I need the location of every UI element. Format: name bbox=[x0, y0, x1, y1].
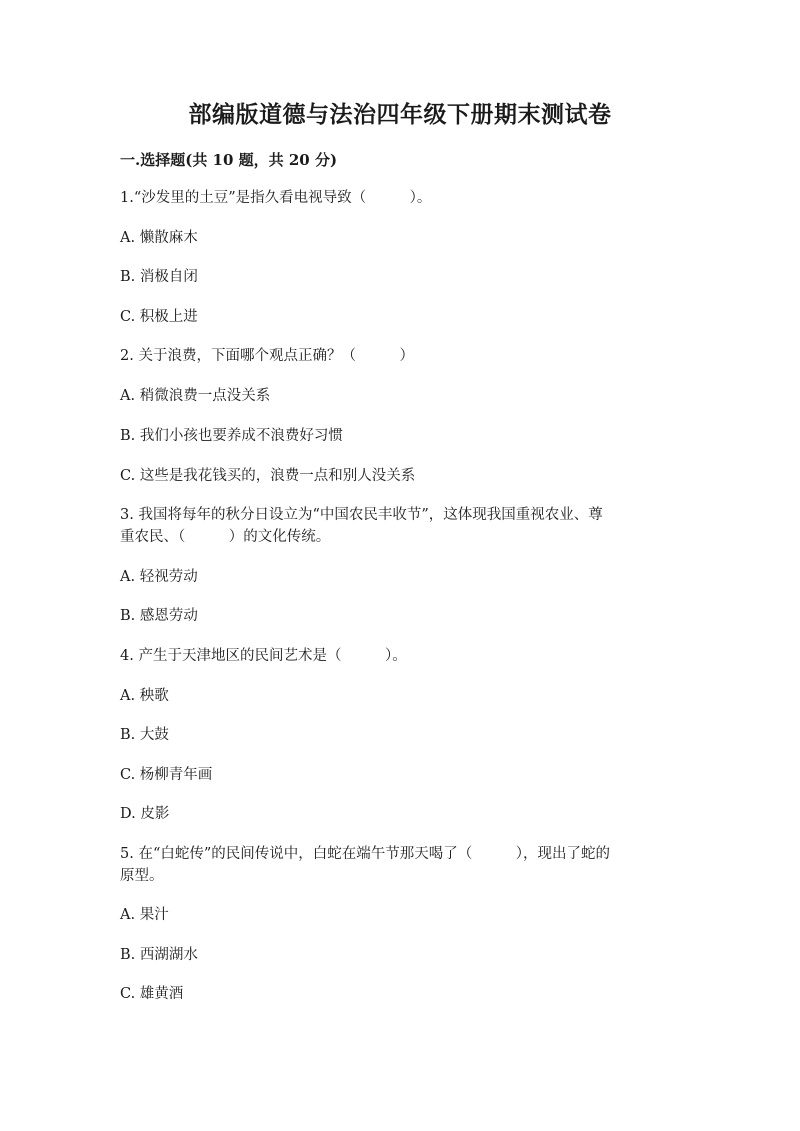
question-3-option-a: A. 轻视劳动 bbox=[120, 569, 198, 585]
question-5-option-c: C. 雄黄酒 bbox=[120, 986, 184, 1002]
question-5-stem-line-1: 5. 在“白蛇传”的民间传说中，白蛇在端午节那天喝了（ ），现出了蛇的 bbox=[120, 846, 611, 862]
question-4-stem: 4. 产生于天津地区的民间艺术是（ ）。 bbox=[120, 648, 407, 664]
question-3-option-b: B. 感恩劳动 bbox=[120, 608, 198, 624]
question-5-option-a: A. 果汁 bbox=[120, 907, 169, 923]
question-2-option-b: B. 我们小孩也要养成不浪费好习惯 bbox=[120, 428, 343, 444]
page-title: 部编版道德与法治四年级下册期末测试卷 bbox=[188, 101, 612, 128]
question-2-option-a: A. 稍微浪费一点没关系 bbox=[120, 388, 271, 404]
question-1-option-c: C. 积极上进 bbox=[120, 309, 198, 325]
question-4-option-a: A. 秧歌 bbox=[120, 688, 169, 704]
question-1-stem: 1.“沙发里的土豆”是指久看电视导致（ ）。 bbox=[120, 190, 432, 206]
question-3-stem-line-1: 3. 我国将每年的秋分日设立为“中国农民丰收节”，这体现我国重视农业、尊 bbox=[120, 507, 603, 523]
question-5-stem-line-2: 原型。 bbox=[120, 868, 164, 884]
question-4-option-c: C. 杨柳青年画 bbox=[120, 767, 213, 783]
question-1-option-b: B. 消极自闭 bbox=[120, 269, 198, 285]
section-heading: 一.选择题(共 10 题，共 20 分) bbox=[120, 151, 338, 169]
question-4-option-d: D. 皮影 bbox=[120, 806, 170, 822]
question-1-option-a: A. 懒散麻木 bbox=[120, 230, 198, 246]
question-3-stem-line-2: 重农民、（ ）的文化传统。 bbox=[120, 529, 331, 545]
question-5-option-b: B. 西湖湖水 bbox=[120, 947, 198, 963]
question-2-option-c: C. 这些是我花钱买的，浪费一点和别人没关系 bbox=[120, 468, 416, 484]
question-2-stem: 2. 关于浪费，下面哪个观点正确？（ ） bbox=[120, 348, 414, 364]
question-4-option-b: B. 大鼓 bbox=[120, 727, 169, 743]
